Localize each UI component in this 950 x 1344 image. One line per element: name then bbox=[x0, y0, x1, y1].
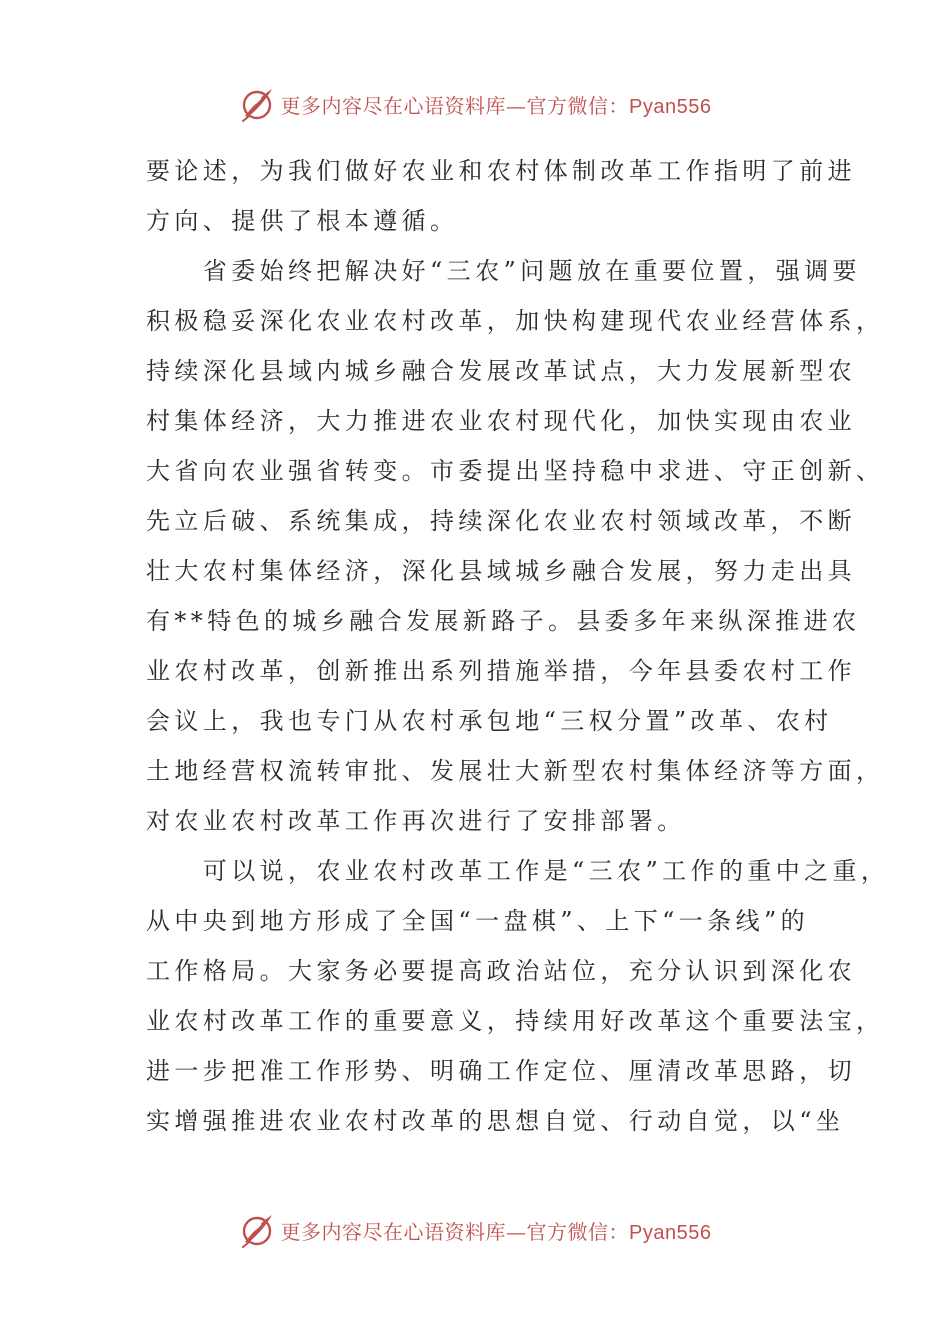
header-banner-text bbox=[281, 90, 712, 119]
text-line: 省委始终把解决好“三农”问题放在重要位置，强调要 bbox=[146, 257, 861, 285]
text-line: 有**特色的城乡融合发展新路子。县委多年来纵深推进农 bbox=[146, 607, 861, 635]
text-line: 方向、提供了根本遵循。 bbox=[146, 207, 459, 235]
quill-logo-icon bbox=[239, 1212, 275, 1248]
text-line: 村集体经济，大力推进农业农村现代化，加快实现由农业 bbox=[146, 407, 856, 435]
text-line: 工作格局。大家务必要提高政治站位，充分认识到深化农 bbox=[146, 957, 856, 985]
footer-banner-label: 更多内容尽在心语资料库—官方微信： bbox=[280, 1219, 630, 1244]
footer-banner-text bbox=[281, 1216, 712, 1245]
text-line: 业农村改革工作的重要意义，持续用好改革这个重要法宝， bbox=[146, 1007, 885, 1035]
text-line: 进一步把准工作形势、明确工作定位、厘清改革思路，切 bbox=[146, 1057, 856, 1085]
footer-wechat-id: Pyan556 bbox=[629, 1221, 712, 1244]
quill-logo-icon bbox=[239, 86, 275, 122]
header-banner bbox=[0, 84, 950, 124]
text-line: 大省向农业强省转变。市委提出坚持稳中求进、守正创新、 bbox=[146, 457, 885, 485]
header-banner-label: 更多内容尽在心语资料库—官方微信： bbox=[280, 93, 630, 118]
header-wechat-id: Pyan556 bbox=[629, 95, 712, 118]
text-line: 要论述，为我们做好农业和农村体制改革工作指明了前进 bbox=[146, 157, 856, 185]
text-line: 实增强推进农业农村改革的思想自觉、行动自觉，以“坐 bbox=[146, 1107, 845, 1135]
text-line: 土地经营权流转审批、发展壮大新型农村集体经济等方面， bbox=[146, 757, 885, 785]
text-line: 会议上，我也专门从农村承包地“三权分置”改革、农村 bbox=[146, 707, 833, 735]
text-line: 对农业农村改革工作再次进行了安排部署。 bbox=[146, 807, 686, 835]
text-line: 持续深化县域内城乡融合发展改革试点，大力发展新型农 bbox=[146, 357, 856, 385]
text-line: 积极稳妥深化农业农村改革，加快构建现代农业经营体系， bbox=[146, 307, 885, 335]
text-line: 先立后破、系统集成，持续深化农业农村领域改革，不断 bbox=[146, 507, 856, 535]
footer-banner bbox=[0, 1210, 950, 1250]
text-line: 业农村改革，创新推出系列措施举措，今年县委农村工作 bbox=[146, 657, 856, 685]
text-line: 从中央到地方形成了全国“一盘棋”、上下“一条线”的 bbox=[146, 907, 810, 935]
text-line: 可以说，农业农村改革工作是“三农”工作的重中之重， bbox=[146, 857, 890, 885]
text-line: 壮大农村集体经济，深化县域城乡融合发展，努力走出具 bbox=[146, 557, 856, 585]
document-body bbox=[146, 146, 890, 1146]
